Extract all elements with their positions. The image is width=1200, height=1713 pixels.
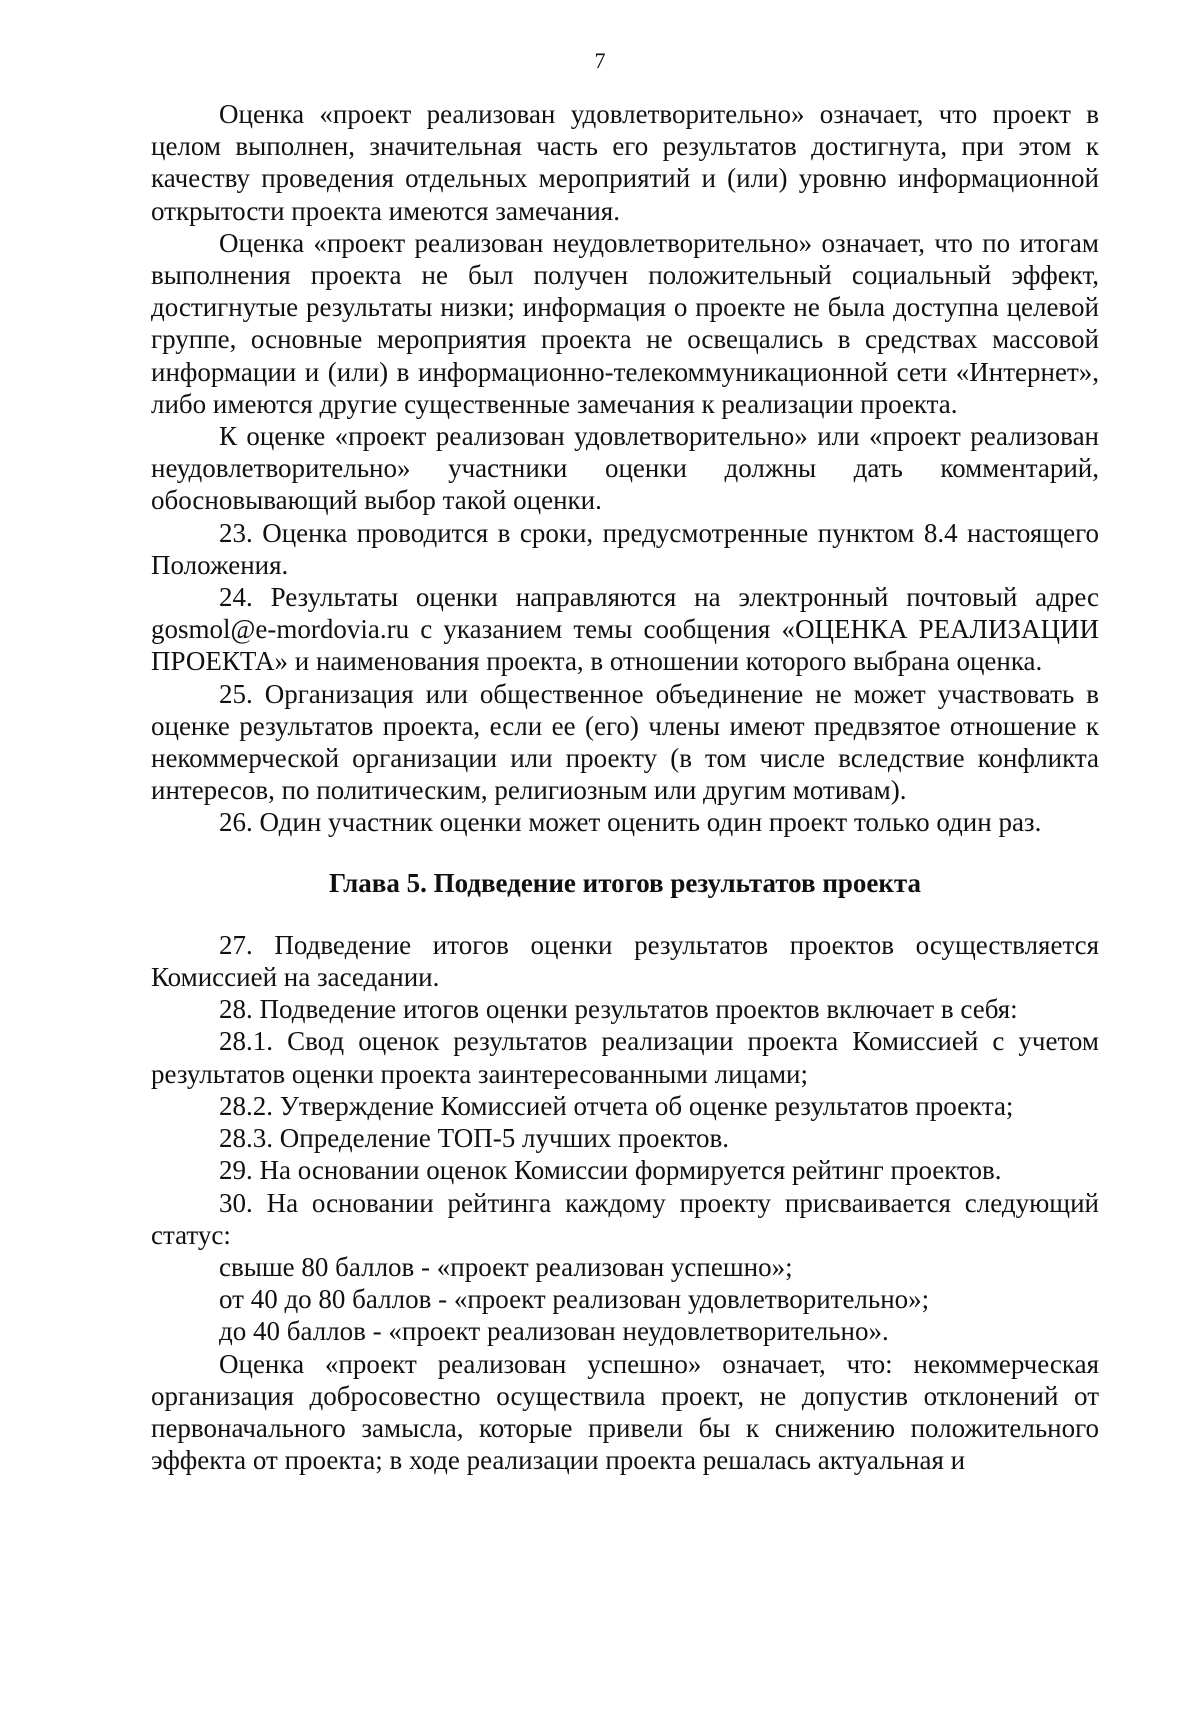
document-body (151, 98, 1099, 1476)
clause-25: 25. Организация или общественное объединение не может участвовать в оценке результатов проекта, если ее (его) члены имеют предвзятое отношение к некоммерческой организации или проекту (в том числе вследствие конфликта интересов, по политическим, религиозным или другим мотивам). (151, 678, 1099, 806)
clause-28-3: 28.3. Определение ТОП-5 лучших проектов. (219, 1123, 730, 1154)
clause-28-1: 28.1. Свод оценок результатов реализации проекта Комиссией с учетом результатов оценки проекта заинтересованными лицами; (151, 1026, 1099, 1089)
clause-26: 26. Один участник оценки может оценить один проект только один раз. (219, 807, 1042, 838)
clause-28: 28. Подведение итогов оценки результатов проектов включает в себя: (219, 994, 1018, 1025)
clause-24: 24. Результаты оценки направляются на электронный почтовый адрес gosmol@e-mordovia.ru с указанием темы сообщения «ОЦЕНКА РЕАЛИЗАЦИИ ПРОЕКТА» и наименования проекта, в отношении которого выбрана оценка. (151, 582, 1099, 677)
paragraph-successful-definition: Оценка «проект реализован успешно» означает, что: некоммерческая организация добросовестно осуществила проект, не допустив отклонений от первоначального замысла, которые привели бы к снижению положительного эффекта от проекта; в ходе реализации проекта решалась актуальная и (151, 1348, 1099, 1476)
status-list-item: свыше 80 баллов - «проект реализован успешно»; (219, 1251, 793, 1282)
paragraph-comment-requirement: К оценке «проект реализован удовлетворительно» или «проект реализован неудовлетворительно» участники оценки должны дать комментарий, обосновывающий выбор такой оценки. (151, 421, 1099, 516)
clause-30: 30. На основании рейтинга каждому проекту присваивается следующий статус: (151, 1187, 1099, 1250)
clause-28-2: 28.2. Утверждение Комиссией отчета об оценке результатов проекта; (219, 1090, 1014, 1121)
paragraph-unsatisfactory-definition: Оценка «проект реализован неудовлетворительно» означает, что по итогам выполнения проекта не был получен положительный социальный эффект, достигнутые результаты низки; информация о проекте не была доступна целевой группе, основные мероприятия проекта не освещались в средствах массовой информации и (или) в информационно-телекоммуникационной сети «Интернет», либо имеются другие существенные замечания к реализации проекта. (151, 227, 1099, 419)
chapter-heading: Глава 5. Подведение итогов результатов проекта (328, 867, 922, 898)
status-list-item: до 40 баллов - «проект реализован неудовлетворительно». (219, 1316, 889, 1347)
clause-27: 27. Подведение итогов оценки результатов проектов осуществляется Комиссией на заседании. (151, 929, 1099, 993)
page-number: 7 (594, 48, 606, 73)
clause-29: 29. На основании оценок Комиссии формируется рейтинг проектов. (219, 1155, 1002, 1186)
status-list-item: от 40 до 80 баллов - «проект реализован удовлетворительно»; (219, 1284, 930, 1315)
clause-23: 23. Оценка проводится в сроки, предусмотренные пунктом 8.4 настоящего Положения. (151, 517, 1099, 580)
paragraph-satisfactory-definition: Оценка «проект реализован удовлетворительно» означает, что проект в целом выполнен, значительная часть его результатов достигнута, при этом к качеству проведения отдельных мероприятий и (или) уровню информационной открытости проекта имеются замечания. (151, 99, 1099, 226)
